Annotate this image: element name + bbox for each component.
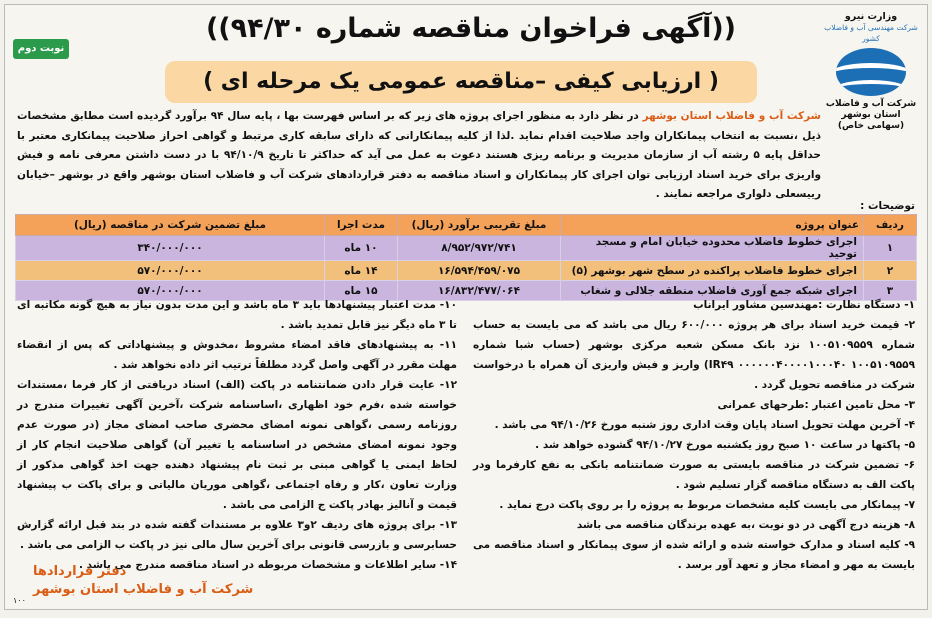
signature-block xyxy=(33,563,333,599)
estimated-cost: ۱۶/۸۳۲/۴۷۷/۰۶۴ xyxy=(398,281,561,301)
intro-company: شرکت آب و فاضلاب استان بوشهر xyxy=(642,110,822,122)
condition-item: ۱۳- برای پروژه های ردیف ۲و۳ علاوه بر مستندات گفته شده در بند قبل ارائه گزارش حسابرسی و بازرسی قانونی برای آخرین سال مالی نیز در پاکت ب الزامی می باشد . xyxy=(17,519,457,551)
signature-company: شرکت آب و فاضلاب استان بوشهر xyxy=(33,582,254,597)
project-title: اجرای خطوط فاضلاب پراکنده در سطح شهر بوشهر (۵) xyxy=(561,261,864,281)
table-header-row xyxy=(16,215,917,236)
condition-item: ۱۱- به پیشنهادهای فاقد امضاء مشروط ،مخدوش و پیشنهاداتی که پس از انقضاء مهلت مقرر در آگهی واصل گردد مطلقاً ترتیب اثر داده نخواهد شد . xyxy=(17,339,457,371)
row-number: ۳ xyxy=(864,281,917,301)
condition-item: ۲- قیمت خرید اسناد برای هر پروژه ۶۰۰/۰۰۰ ریال می باشد که می بایست به حساب شماره ۱۰۰۵۱۰۹۵۵۹ نزد بانک مسکن شعبه مرکزی بوشهر (حساب شبا شماره ۱۰۰۵۱۰۹۵۵۹ ۰۰۰۰۰۰۴۰۰۰۰۱۰۰۰۴۰ IR۴۹) واریز و فیش واریزی آن همراه با درخواست شرکت در مناقصه تحویل گردد . xyxy=(473,319,916,391)
header-project-title: عنوان پروژه xyxy=(561,215,864,236)
intro-paragraph xyxy=(17,107,821,205)
header-row-number: ردیف xyxy=(864,215,917,236)
condition-item: ۷- پیمانکار می بایست کلیه مشخصات مربوط به پروژه را بر روی پاکت درج نماید . xyxy=(499,499,915,511)
project-title: اجرای خطوط فاضلاب محدوده خیابان امام و مسجد توحید xyxy=(561,236,864,261)
round-badge: نوبت دوم xyxy=(13,39,69,59)
condition-item: ۹- کلیه اسناد و مدارک خواسته شده و ارائه شده از سوی پیمانکار و اسناد مناقصه می بایست به مهر و امضاء مجاز و تعهد آور برسد . xyxy=(473,539,915,571)
condition-item: ۴- آخرین مهلت تحویل اسناد پایان وقت اداری روز شنبه مورخ ۹۴/۱۰/۲۶ می باشد . xyxy=(494,419,915,431)
notice-subtitle: ( ارزیابی کیفی –مناقصه عمومی یک مرحله ای ) xyxy=(165,61,757,103)
condition-item: ۶- تضمین شرکت در مناقصه بایستی به صورت ضمانتنامه بانکی به نفع کارفرما ودر پاکت الف به دستگاه مناقصه گزار تسلیم شود . xyxy=(473,459,915,491)
row-number: ۲ xyxy=(864,261,917,281)
condition-item: ۱۰- مدت اعتبار پیشنهادها باید ۳ ماه باشد و این مدت بدون نیاز به هیچ گونه مکاتبه ای تا ۳ ماه دیگر نیز قابل تمدید باشد . xyxy=(17,299,457,331)
conditions-left-column xyxy=(17,295,457,575)
logo-company-name: شرکت آب و فاضلاب استان بوشهر (سهامی خاص) xyxy=(825,99,917,131)
water-drop-icon xyxy=(836,48,906,96)
condition-item: ۱- دستگاه نظارت :مهندسین مشاور ایراناب xyxy=(693,299,915,311)
row-number: ۱ xyxy=(864,236,917,261)
guarantee-amount: ۵۷۰/۰۰۰/۰۰۰ xyxy=(16,281,325,301)
condition-item: ۱۴- سایر اطلاعات و مشخصات مربوطه در اسناد مناقصه مندرج می باشد . xyxy=(78,559,457,571)
company-logo xyxy=(823,11,919,132)
guarantee-amount: ۵۷۰/۰۰۰/۰۰۰ xyxy=(16,261,325,281)
header-guarantee: مبلغ تضمین شرکت در مناقصه (ریال) xyxy=(16,215,325,236)
estimated-cost: ۱۶/۵۹۴/۴۵۹/۰۷۵ xyxy=(398,261,561,281)
guarantee-amount: ۳۴۰/۰۰۰/۰۰۰ xyxy=(16,236,325,261)
header-duration: مدت اجرا xyxy=(325,215,398,236)
duration: ۱۴ ماه xyxy=(325,261,398,281)
project-title: اجرای شبکه جمع آوری فاضلاب منطقه جلالی و شغاب xyxy=(561,281,864,301)
duration: ۱۰ ماه xyxy=(325,236,398,261)
condition-item: ۳- محل تامین اعتبار :طرحهای عمرانی xyxy=(717,399,915,411)
intro-text: در نظر دارد به منظور اجرای پروژه های زیر که بر اساس فهرست بها ، پایه سال ۹۴ برآورد گردیده است مطابق مشخصات ذیل ،نسبت به انتخاب پیمانکاران واجد صلاحیت اقدام نماید .لذا از کلیه پیمانکارانی که دارای سابقه کاری مرتبط و گواهی احراز صلاحیت پیمانکاری معتبر با حداقل پایه ۵ رشته آب از سازمان مدیریت و برنامه ریزی هستند دعوت به عمل می آید که حداکثر تا تاریخ ۹۴/۱۰/۹ با در دست داشتن معرفی نامه و فیش واریزی برای خرید اسناد ارزیابی توان اجرای کار پیمانکاران و اسناد مناقصه به دفتر قراردادهای شرکت آب و فاضلاب استان بوشهر واقع در بوشهر –خیابان رییسعلی دلواری مراجعه نمایند . xyxy=(17,110,821,200)
signature-office: دفتر قراردادها xyxy=(33,564,127,579)
notice-title: ((آگهی فراخوان مناقصه شماره ۹۴/۳۰)) xyxy=(205,13,737,44)
estimated-cost: ۸/۹۵۲/۹۷۲/۷۴۱ xyxy=(398,236,561,261)
table-row xyxy=(16,261,917,281)
notes-label: توضیحات : xyxy=(860,200,915,212)
condition-item: ۸- هزینه درج آگهی در دو نوبت ،به عهده برندگان مناقصه می باشد xyxy=(576,519,915,531)
condition-item: ۱۲- عایت قرار دادن ضمانتنامه در پاکت (الف) اسناد دریافتی از کار فرما ،مستندات خواسته شده ،فرم خود اظهاری ،اساسنامه شرکت ،آخرین آگهی تغییرات مندرج در روزنامه رسمی ،گواهی نمونه امضای محضری صاحب امضای مجاز (در صورت عدم وجود نمونه امضای مشخص در اساسنامه یا تغییر آن) گواهی صلاحیت انجام کار از لحاظ ایمنی یا گواهی مبنی بر ثبت نام پیشنهاد دهنده جهت اخذ گواهی مذکور از وزارت تعاون ،کار و رفاه اجتماعی ،گواهی موریان مالیاتی و برای پاکت ب پیشنهاد قیمت و آنالیز بهادر پاکت ج الزامی می باشد . xyxy=(17,379,457,511)
footer-number: ۱۰۰ xyxy=(13,596,26,605)
tender-notice-page xyxy=(4,4,928,610)
condition-item: ۵- پاکتها در ساعت ۱۰ صبح روز یکشنبه مورخ ۹۴/۱۰/۲۷ گشوده خواهد شد . xyxy=(535,439,915,451)
projects-table xyxy=(15,214,917,301)
conditions-right-column xyxy=(473,295,915,575)
ministry-sub: شرکت مهندسی آب و فاضلاب کشور xyxy=(824,23,918,43)
ministry-name: وزارت نیرو xyxy=(844,11,898,22)
duration: ۱۵ ماه xyxy=(325,281,398,301)
header-estimated-cost: مبلغ تقریبی برآورد (ریال) xyxy=(398,215,561,236)
table-row xyxy=(16,236,917,261)
